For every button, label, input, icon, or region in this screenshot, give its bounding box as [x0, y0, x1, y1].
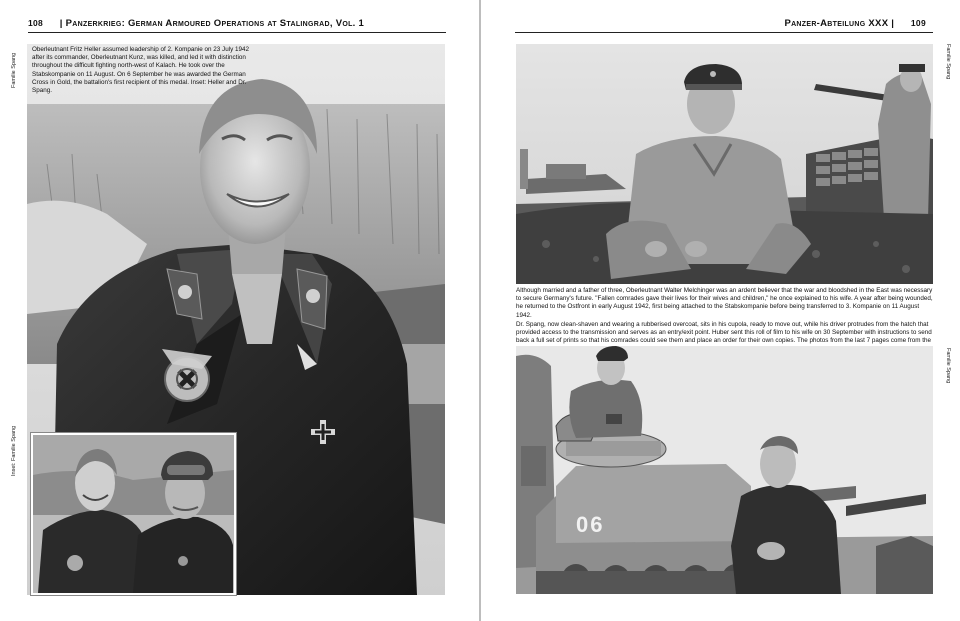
left-page: [0, 0, 479, 621]
spang-tank-photo: [516, 346, 933, 594]
right-page-number: 109: [910, 18, 926, 28]
melchinger-caption: Although married and a father of three, Oberleutnant Walter Melchinger was an ardent believer that the war and bloodshed in the East was necessary to secure Germany's future. "Fallen comrades gave their lives for their wives and children," he once explained to his wife. A year after being wounded, he returned to the Ostfront in early August 1942, first being attached to the Stabskompanie before being transferred to 3. Kompanie on 11 August 1942.: [516, 287, 933, 319]
right-chapter-title: Panzer-Abteilung XXX |: [784, 18, 895, 29]
turret-number: 06: [576, 512, 605, 537]
left-page-number: 108: [28, 18, 44, 28]
right-running-head: [784, 18, 926, 29]
left-book-title: | Panzerkrieg: German Armoured Operations at Stalingrad, Vol. 1: [59, 18, 365, 29]
spang-caption: Dr. Spang, now clean-shaven and wearing a rubberised overcoat, sits in his cupola, ready to move out, while his driver protrudes from the hatch that provided access to the transmission and serves as an entry/exit point. Huber sent this roll of film to his wife on 30 September with instructions to send back a full set of prints so that his comrades could see them and place an order for their own copies. The photos from the last 7 pages come from the: [516, 321, 932, 345]
right-page: [481, 0, 960, 621]
right-bottom-photo-credit: Familie Spang: [945, 348, 951, 384]
inset-photo-heller-spang: [31, 433, 236, 595]
left-inset-credit: Inset: Familie Spang: [11, 425, 17, 476]
right-top-photo-credit: Familie Spang: [945, 44, 951, 80]
left-photo-credit: Familie Spang: [11, 52, 17, 88]
left-running-head: [28, 18, 364, 29]
melchinger-photo: [516, 44, 933, 284]
left-header-rule: [28, 32, 446, 33]
right-header-rule: [515, 32, 933, 33]
left-photo-caption: Oberleutnant Fritz Heller assumed leadership of 2. Kompanie on 23 July 1942 after its commander, Oberleutnant Kunz, was killed, and led it with distinction throughout the difficult fighting north-west of Kalach. He took over the Stabskompanie on 11 August. On 6 September he was awarded the German Cross in Gold, the battalion's first recipient of this medal. Inset: Heller and Dr. Spang.: [32, 46, 250, 95]
